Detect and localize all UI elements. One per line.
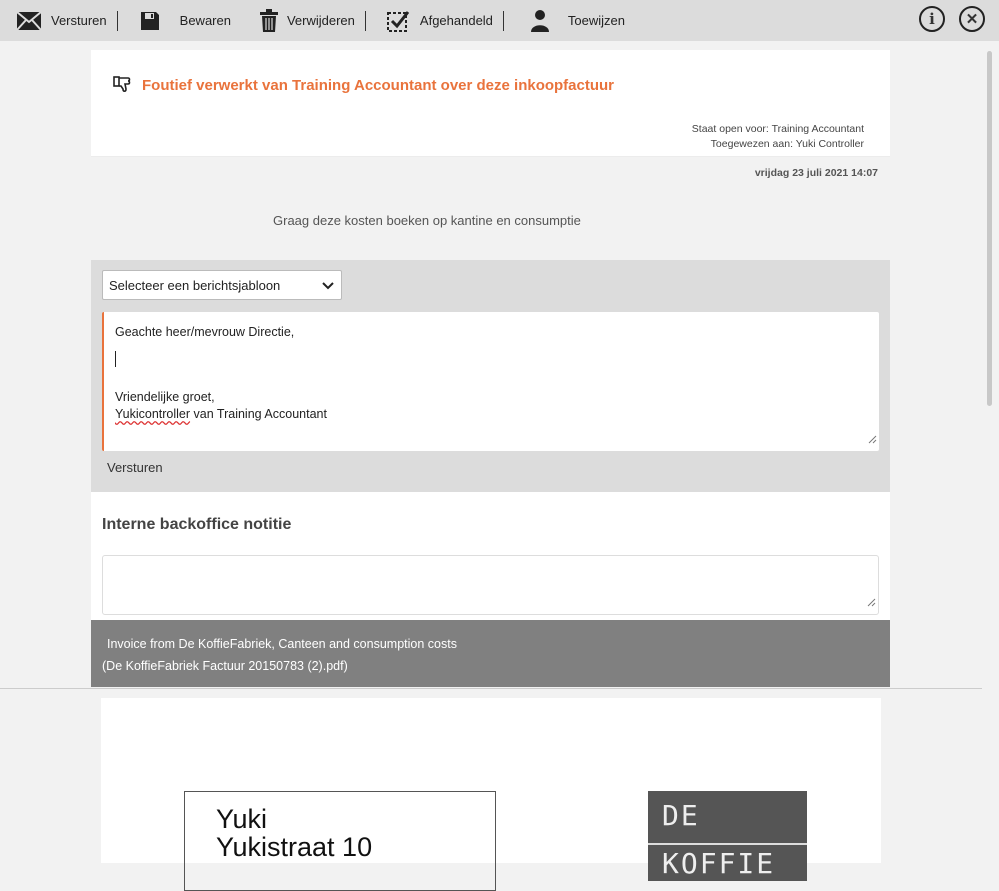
trash-icon — [255, 7, 283, 35]
status-open-for: Staat open voor: Training Accountant — [691, 123, 864, 135]
notes-heading: Interne backoffice notitie — [102, 516, 292, 533]
send-message-button[interactable]: Versturen — [107, 460, 163, 475]
status-meta — [692, 122, 864, 152]
page-scrollbar[interactable] — [982, 41, 999, 863]
resize-handle-icon[interactable] — [867, 432, 877, 449]
checkbox-icon — [384, 7, 412, 35]
chevron-down-icon — [321, 278, 335, 295]
address-block — [184, 791, 496, 891]
assign-button[interactable] — [526, 0, 625, 41]
toolbar-right-actions — [919, 6, 985, 32]
message-item — [91, 157, 890, 260]
assign-label: Toewijzen — [567, 13, 626, 28]
signature-name: Yukicontroller — [115, 407, 191, 421]
logo-line-2: KOFFIE — [662, 847, 776, 880]
save-button[interactable] — [136, 0, 231, 41]
editor-closing: Vriendelijke groet, — [115, 390, 215, 404]
toolbar-separator — [365, 11, 366, 31]
message-panel — [91, 50, 890, 687]
logo-line-1: DE — [662, 799, 700, 832]
toolbar-separator — [117, 11, 118, 31]
done-label: Afgehandeld — [419, 13, 493, 28]
attachment-bar[interactable] — [91, 620, 890, 687]
template-select-value: Selecteer een berichtsjabloon — [109, 277, 281, 293]
envelope-icon — [15, 7, 43, 35]
delete-button[interactable] — [255, 0, 355, 41]
done-button[interactable] — [384, 0, 493, 41]
user-icon — [526, 7, 554, 35]
floppy-disk-icon — [136, 7, 164, 35]
thumbs-down-icon — [113, 76, 133, 99]
message-date: vrijdag 23 juli 2021 14:07 — [754, 167, 878, 179]
template-select[interactable] — [102, 270, 342, 300]
panel-header — [91, 50, 890, 157]
page-title: Foutief verwerkt van Training Accountant over deze inkoopfactuur — [142, 77, 615, 94]
editor-greeting: Geachte heer/mevrouw Directie, — [115, 325, 295, 339]
document-preview — [101, 698, 881, 880]
signature-rest: van Training Accountant — [190, 407, 327, 421]
toolbar — [0, 0, 999, 41]
scrollbar-thumb[interactable] — [987, 51, 992, 406]
send-toolbar-label: Versturen — [51, 13, 107, 28]
info-icon[interactable]: i — [919, 6, 945, 32]
send-toolbar-button[interactable] — [15, 0, 107, 41]
address-line-1: Yuki — [216, 804, 268, 834]
status-assigned-to: Toegewezen aan: Yuki Controller — [710, 138, 864, 150]
divider — [0, 688, 982, 689]
toolbar-separator — [503, 11, 504, 31]
address-line-2: Yukistraat 10 — [216, 832, 373, 862]
attachment-filename: (De KoffieFabriek Factuur 20150783 (2).pdf) — [102, 659, 348, 673]
internal-notes-section — [91, 492, 890, 620]
close-icon[interactable]: ✕ — [959, 6, 985, 32]
message-text: Graag deze kosten boeken op kantine en consumptie — [273, 213, 581, 228]
message-editor[interactable] — [102, 312, 879, 451]
supplier-logo — [648, 791, 807, 881]
compose-section — [91, 260, 890, 492]
save-label: Bewaren — [179, 13, 231, 28]
notes-textarea[interactable] — [102, 555, 879, 615]
logo-divider — [648, 843, 807, 845]
attachment-description: Invoice from De KoffieFabriek, Canteen and consumption costs — [107, 637, 457, 651]
text-caret — [115, 351, 116, 367]
delete-label: Verwijderen — [286, 13, 355, 28]
resize-handle-icon[interactable] — [866, 594, 876, 612]
editor-signature — [115, 406, 868, 423]
